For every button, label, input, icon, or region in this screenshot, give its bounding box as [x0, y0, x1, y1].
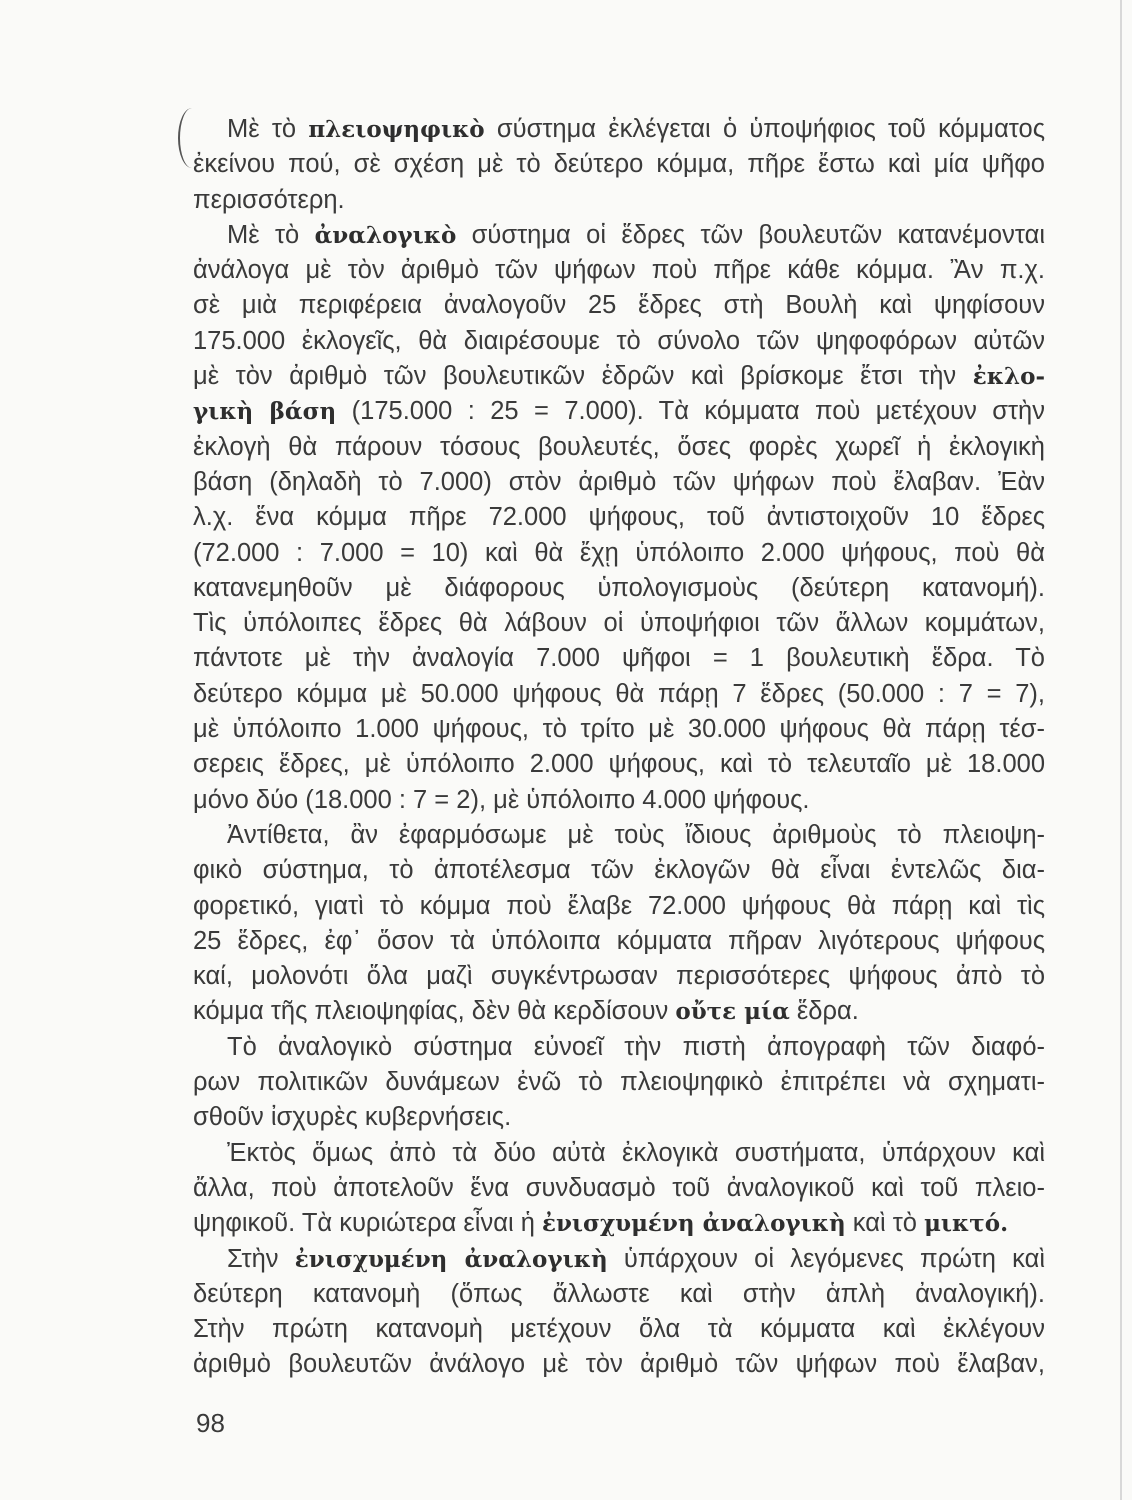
text-line: [193, 783, 1045, 818]
text-run: κόμμα τῆς πλειοψηφίας, δὲν θὰ κερδίσουν: [193, 997, 676, 1026]
text-line: [193, 359, 1045, 394]
text-line: [193, 677, 1045, 712]
text-run: ἐκλογὴ θὰ πάρουν τόσους βουλευτές, ὅσες φορὲς χωρεῖ ἡ ἐκλογικὴ: [193, 432, 1045, 461]
text-line: [193, 1171, 1045, 1206]
text-line: [193, 1312, 1045, 1347]
text-run: σύστημα οἱ ἕδρες τῶν βουλευτῶν κατανέμονται: [456, 220, 1045, 249]
text-run: φικὸ σύστημα, τὸ ἀποτέλεσμα τῶν ἐκλογῶν θὰ εἶναι ἐντελῶς δια-: [193, 856, 1045, 885]
text-line: [193, 183, 1045, 218]
text-line: [193, 924, 1045, 959]
text-run: 175.000 ἐκλογεῖς, θὰ διαιρέσουμε τὸ σύνολο τῶν ψηφοφόρων αὐτῶν: [193, 326, 1045, 355]
text-run: ἐκείνου πού, σὲ σχέση μὲ τὸ δεύτερο κόμμα, πῆρε ἔστω καὶ μία ψῆφο: [193, 150, 1045, 179]
text-run: πάντοτε μὲ τὴν ἀναλογία 7.000 ψῆφοι = 1 βουλευτικὴ ἕδρα. Τὸ: [193, 644, 1045, 673]
text-run: ἄλλα, ποὺ ἀποτελοῦν ἕνα συνδυασμὸ τοῦ ἀναλογικοῦ καὶ τοῦ πλειο-: [193, 1173, 1045, 1202]
bold-term: μικτό.: [924, 1210, 1009, 1238]
text-run: μὲ τὸν ἀριθμὸ τῶν βουλευτικῶν ἑδρῶν καὶ βρίσκομε ἔτσι τὴν: [193, 362, 973, 391]
text-line: [193, 324, 1045, 359]
page-number: 98: [196, 1408, 225, 1438]
text-run: φορετικό, γιατὶ τὸ κόμμα ποὺ ἔλαβε 72.000 ψήφους θὰ πάρῃ καὶ τὶς: [193, 891, 1045, 920]
text-run: περισσότερη.: [193, 185, 345, 214]
text-line: [193, 1136, 1045, 1171]
text-run: ψηφικοῦ. Τὰ κυριώτερα εἶναι ἡ: [193, 1209, 542, 1238]
text-run: καὶ τὸ: [845, 1209, 925, 1238]
text-run: ὑπάρχουν οἱ λεγόμενες πρώτη καὶ: [607, 1244, 1045, 1273]
text-run: σθοῦν ἰσχυρὲς κυβερνήσεις.: [193, 1103, 512, 1132]
text-run: Ἀντίθετα, ἂν ἐφαρμόσωμε μὲ τοὺς ἴδιους ἀριθμοὺς τὸ πλειοψη-: [227, 820, 1045, 849]
text-line: [193, 994, 1045, 1029]
text-run: 25 ἕδρες, ἐφ᾽ ὅσον τὰ ὑπόλοιπα κόμματα πῆραν λιγότερους ψήφους: [193, 926, 1045, 955]
bold-term: ἐνισχυμένη ἀναλογικὴ: [294, 1245, 608, 1273]
text-run: δεύτερη κατανομὴ (ὅπως ἄλλωστε καὶ στὴν ἁπλὴ ἀναλογική).: [193, 1279, 1045, 1308]
bold-term: πλειοψηφικὸ: [308, 116, 485, 143]
text-run: Στὴν: [227, 1244, 295, 1273]
bold-term: οὔτε μία: [675, 998, 790, 1026]
text-line: [193, 112, 1045, 147]
text-run: λ.χ. ἕνα κόμμα πῆρε 72.000 ψήφους, τοῦ ἀντιστοιχοῦν 10 ἕδρες: [193, 503, 1045, 532]
text-run: κατανεμηθοῦν μὲ διάφορους ὑπολογισμοὺς (δεύτερη κατανομή).: [193, 573, 1045, 602]
text-run: καί, μολονότι ὅλα μαζὶ συγκέντρωσαν περισσότερες ψήφους ἀπὸ τὸ: [193, 962, 1045, 991]
text-run: σερεις ἕδρες, μὲ ὑπόλοιπο 2.000 ψήφους, καὶ τὸ τελευταῖο μὲ 18.000: [193, 750, 1045, 779]
text-line: [193, 606, 1045, 641]
text-run: ἀνάλογα μὲ τὸν ἀριθμὸ τῶν ψήφων ποὺ πῆρε κάθε κόμμα. Ἂν π.χ.: [193, 256, 1045, 285]
text-run: (72.000 : 7.000 = 10) καὶ θὰ ἔχῃ ὑπόλοιπο 2.000 ψήφους, ποὺ θὰ: [193, 538, 1045, 567]
text-run: σύστημα ἐκλέγεται ὁ ὑποψήφιος τοῦ κόμματος: [484, 115, 1045, 143]
text-line: [193, 1065, 1045, 1100]
text-run: μόνο δύο (18.000 : 7 = 2), μὲ ὑπόλοιπο 4.000 ψήφους.: [193, 785, 810, 814]
text-line: [193, 465, 1045, 500]
bold-term: ἀναλογικὸ: [314, 221, 457, 249]
bold-term: ἐνισχυμένη ἀναλογικὴ: [541, 1210, 846, 1238]
text-line: [193, 218, 1045, 253]
bold-term: γικὴ βάση: [193, 398, 337, 426]
text-run: Στὴν πρώτη κατανομὴ μετέχουν ὅλα τὰ κόμματα καὶ ἐκλέγουν: [193, 1315, 1045, 1344]
text-line: [193, 571, 1045, 606]
text-line: [193, 1277, 1045, 1312]
text-run: Μὲ τὸ: [227, 220, 315, 249]
text-run: Τὶς ὑπόλοιπες ἕδρες θὰ λάβουν οἱ ὑποψήφιοι τῶν ἄλλων κομμάτων,: [193, 609, 1045, 638]
text-line: [193, 1206, 1045, 1241]
text-line: [193, 536, 1045, 571]
text-line: [193, 500, 1045, 535]
page-edge: [1120, 0, 1122, 1500]
text-line: [193, 147, 1045, 182]
text-line: [193, 818, 1045, 853]
text-run: βάση (δηλαδὴ τὸ 7.000) στὸν ἀριθμὸ τῶν ψήφων ποὺ ἔλαβαν. Ἐὰν: [193, 467, 1045, 496]
text-line: [193, 253, 1045, 288]
text-line: [193, 747, 1045, 782]
text-run: Μὲ τὸ: [227, 115, 309, 143]
text-line: [193, 1242, 1045, 1277]
text-line: [193, 288, 1045, 323]
text-line: [193, 641, 1045, 676]
text-line: [193, 394, 1045, 429]
body-text: [193, 112, 1045, 1383]
text-run: μὲ ὑπόλοιπο 1.000 ψήφους, τὸ τρίτο μὲ 30.000 ψήφους θὰ πάρῃ τέσ-: [193, 715, 1045, 744]
text-line: [193, 712, 1045, 747]
text-line: [193, 959, 1045, 994]
text-run: Τὸ ἀναλογικὸ σύστημα εὐνοεῖ τὴν πιστὴ ἀπογραφὴ τῶν διαφό-: [227, 1032, 1045, 1061]
text-run: ἕδρα.: [789, 997, 859, 1026]
text-run: σὲ μιὰ περιφέρεια ἀναλογοῦν 25 ἕδρες στὴ Βουλὴ καὶ ψηφίσουν: [193, 291, 1045, 320]
text-line: [193, 430, 1045, 465]
text-line: [193, 1100, 1045, 1135]
text-run: ἀριθμὸ βουλευτῶν ἀνάλογο μὲ τὸν ἀριθμὸ τῶν ψήφων ποὺ ἔλαβαν,: [193, 1350, 1045, 1379]
text-run: ρων πολιτικῶν δυνάμεων ἐνῶ τὸ πλειοψηφικὸ ἐπιτρέπει νὰ σχηματι-: [193, 1068, 1045, 1097]
text-line: [193, 1347, 1045, 1382]
text-line: [193, 1030, 1045, 1065]
text-run: Ἐκτὸς ὅμως ἀπὸ τὰ δύο αὐτὰ ἐκλογικὰ συστήματα, ὑπάρχουν καὶ: [227, 1138, 1045, 1167]
text-line: [193, 853, 1045, 888]
text-line: [193, 889, 1045, 924]
text-run: (175.000 : 25 = 7.000). Τὰ κόμματα ποὺ μετέχουν στὴν: [336, 397, 1045, 426]
text-run: δεύτερο κόμμα μὲ 50.000 ψήφους θὰ πάρῃ 7 ἕδρες (50.000 : 7 = 7),: [193, 679, 1045, 708]
bold-term: ἐκλο-: [972, 363, 1045, 391]
